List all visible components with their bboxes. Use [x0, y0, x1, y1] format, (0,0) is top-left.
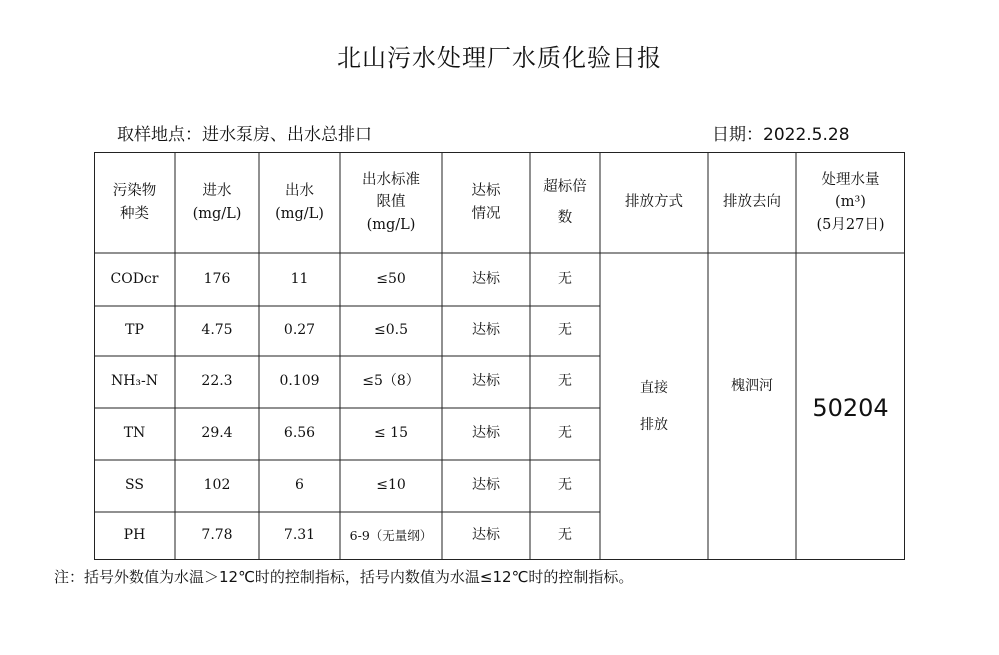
cell-effluent: 7.31	[283, 527, 316, 544]
header-effluent: 出水 (mg/L)	[275, 183, 324, 222]
cell-status: 达标	[472, 527, 500, 544]
cell-pollutant: TP	[125, 322, 144, 339]
cell-limit: ≤5（8）	[362, 373, 420, 390]
cell-limit: ≤0.5	[374, 322, 408, 339]
cell-status: 达标	[472, 373, 500, 390]
cell-exceed: 无	[558, 477, 572, 494]
report-date: 日期：2022.5.28	[712, 125, 850, 145]
cell-status: 达标	[472, 425, 500, 442]
header-pollutant: 污染物 种类	[112, 183, 157, 222]
cell-effluent: 6.56	[283, 425, 316, 442]
cell-limit: ≤ 15	[374, 425, 408, 442]
cell-exceed: 无	[558, 270, 572, 287]
cell-status: 达标	[472, 322, 500, 339]
cell-exceed: 无	[558, 425, 572, 442]
treated-volume-value: 50204	[812, 394, 889, 423]
cell-effluent: 11	[290, 270, 309, 287]
header-exceed: 超标倍 数	[543, 179, 587, 226]
footnote: 注：括号外数值为水温＞12℃时的控制指标，括号内数值为水温≤12℃时的控制指标。	[54, 568, 634, 586]
cell-influent: 22.3	[201, 373, 233, 390]
discharge-method-value: 直接 排放	[640, 380, 668, 433]
cell-limit: ≤50	[376, 270, 406, 287]
cell-limit: ≤10	[376, 477, 406, 494]
header-limit: 出水标准 限值 (mg/L)	[362, 171, 420, 233]
header-influent: 进水 (mg/L)	[192, 183, 242, 222]
cell-influent: 102	[203, 477, 231, 494]
cell-pollutant: TN	[123, 425, 146, 442]
cell-pollutant: CODcr	[110, 270, 159, 287]
header-discharge-destination: 排放去向	[723, 194, 781, 211]
cell-limit: 6-9（无量纲）	[349, 528, 433, 544]
header-treated-volume: 处理水量 (m³) (5月27日)	[816, 171, 885, 233]
cell-influent: 29.4	[201, 425, 233, 442]
cell-influent: 7.78	[201, 527, 233, 544]
cell-influent: 4.75	[201, 322, 233, 339]
cell-effluent: 6	[295, 477, 304, 494]
sampling-location: 取样地点：进水泵房、出水总排口	[117, 125, 372, 145]
cell-status: 达标	[472, 477, 500, 494]
cell-pollutant: PH	[123, 527, 146, 544]
cell-effluent: 0.109	[279, 373, 320, 390]
cell-influent: 176	[203, 270, 231, 287]
cell-exceed: 无	[558, 373, 572, 390]
report-title: 北山污水处理厂水质化验日报	[337, 44, 662, 72]
water-quality-table	[94, 152, 905, 560]
header-compliance: 达标 情况	[471, 183, 501, 222]
cell-effluent: 0.27	[283, 322, 316, 339]
cell-pollutant: NH₃-N	[110, 373, 159, 390]
cell-pollutant: SS	[125, 477, 144, 494]
cell-exceed: 无	[558, 322, 572, 339]
header-discharge-method: 排放方式	[625, 194, 683, 211]
discharge-destination-value: 槐泗河	[731, 378, 773, 395]
cell-status: 达标	[472, 270, 500, 287]
cell-exceed: 无	[558, 527, 572, 544]
